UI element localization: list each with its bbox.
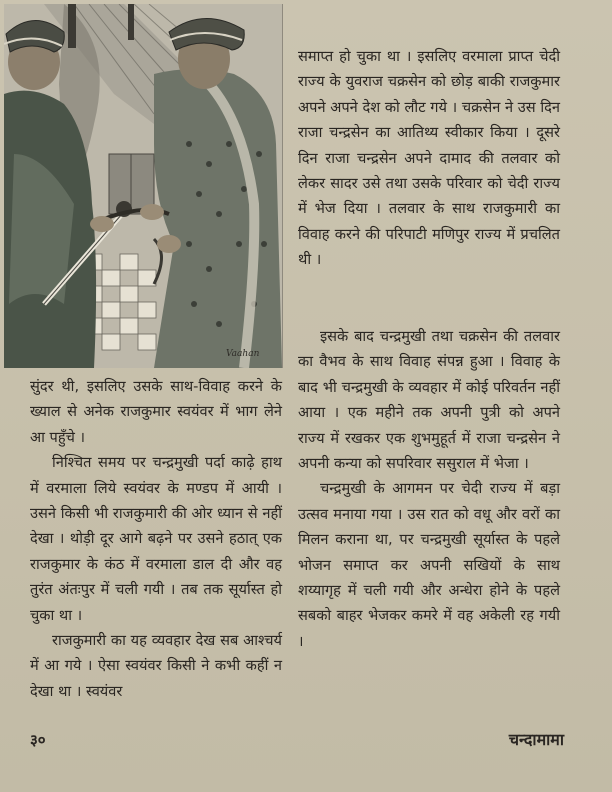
- story-illustration: [4, 4, 283, 368]
- artist-signature: Vaahan: [226, 349, 260, 359]
- magazine-title: चन्दामामा: [508, 730, 564, 749]
- paragraph: इसके बाद चन्द्रमुखी तथा चक्रसेन की तलवार का वैभव के साथ विवाह संपन्न हुआ । विवाह के बाद भी चन्द्रमुखी के व्यवहार में कोई परिवर्तन नहीं आया । एक महीने तक अपनी पुत्री को अपने राज्य में रखकर एक शुभमुहूर्त में राजा चन्द्रसेन ने अपनी कन्या को सपरिवार ससुराल में भेजा ।: [298, 328, 560, 473]
- page-number: ३०: [30, 731, 46, 749]
- paragraph: चन्द्रमुखी के आगमन पर चेदी राज्य में बड़ा उत्सव मनाया गया । उस रात को वधू और वरों का मिलन कराना था, पर चन्द्रमुखी सूर्यास्त के पहले भोजन समाप्त कर अपनी सखियों के साथ शय्यागृह में चली गयी और अन्धेरा होने के पहले सबको बाहर भेजकर कमरे में वह अकेली रह गयी ।: [298, 480, 560, 650]
- two-princes-drawing: [4, 4, 282, 368]
- paragraph: निश्चित समय पर चन्द्रमुखी पर्दा काढ़े हाथ में वरमाला लिये स्वयंवर के मण्डप में आयी । उसने किसी भी राजकुमारी की ओर ध्यान से नहीं देखा । थोड़ी दूर आगे बढ़ने पर उसने हठात् एक राजकुमार के कंठ में वरमाला डाल दी और वह तुरंत अंतःपुर में चली गयी । तब तक सूर्यास्त हो चुका था ।: [30, 454, 282, 624]
- paragraph: सुंदर थी, इसलिए उसके साथ-विवाह करने के ख्याल से अनेक राजकुमार स्वयंवर में भाग लेने आ पहुँचे ।: [30, 378, 282, 446]
- right-column-bottom-text: [298, 324, 560, 654]
- paragraph: समाप्त हो चुका था । इसलिए वरमाला प्राप्त चेदी राज्य के युवराज चक्रसेन को छोड़ बाकी राजकुमार अपने अपने देश को लौट गये । चक्रसेन ने उस दिन राजा चन्द्रसेन का आतिथ्य स्वीकार किया । दूसरे दिन राजा चन्द्रसेन अपने दामाद की तलवार को लेकर सादर उसे तथा उसके परिवार को चेदी राज्य में भेज दिया । तलवार के साथ राजकुमारी का विवाह करने की परिपाटी मणिपुर राज्य में प्रचलित थी ।: [298, 48, 560, 269]
- right-column-top-text: [298, 44, 560, 273]
- paragraph: राजकुमारी का यह व्यवहार देख सब आश्चर्य में आ गये । ऐसा स्वयंवर किसी ने कभी कहीं न देखा था । स्वयंवर: [30, 632, 282, 700]
- left-column-text: [30, 374, 282, 704]
